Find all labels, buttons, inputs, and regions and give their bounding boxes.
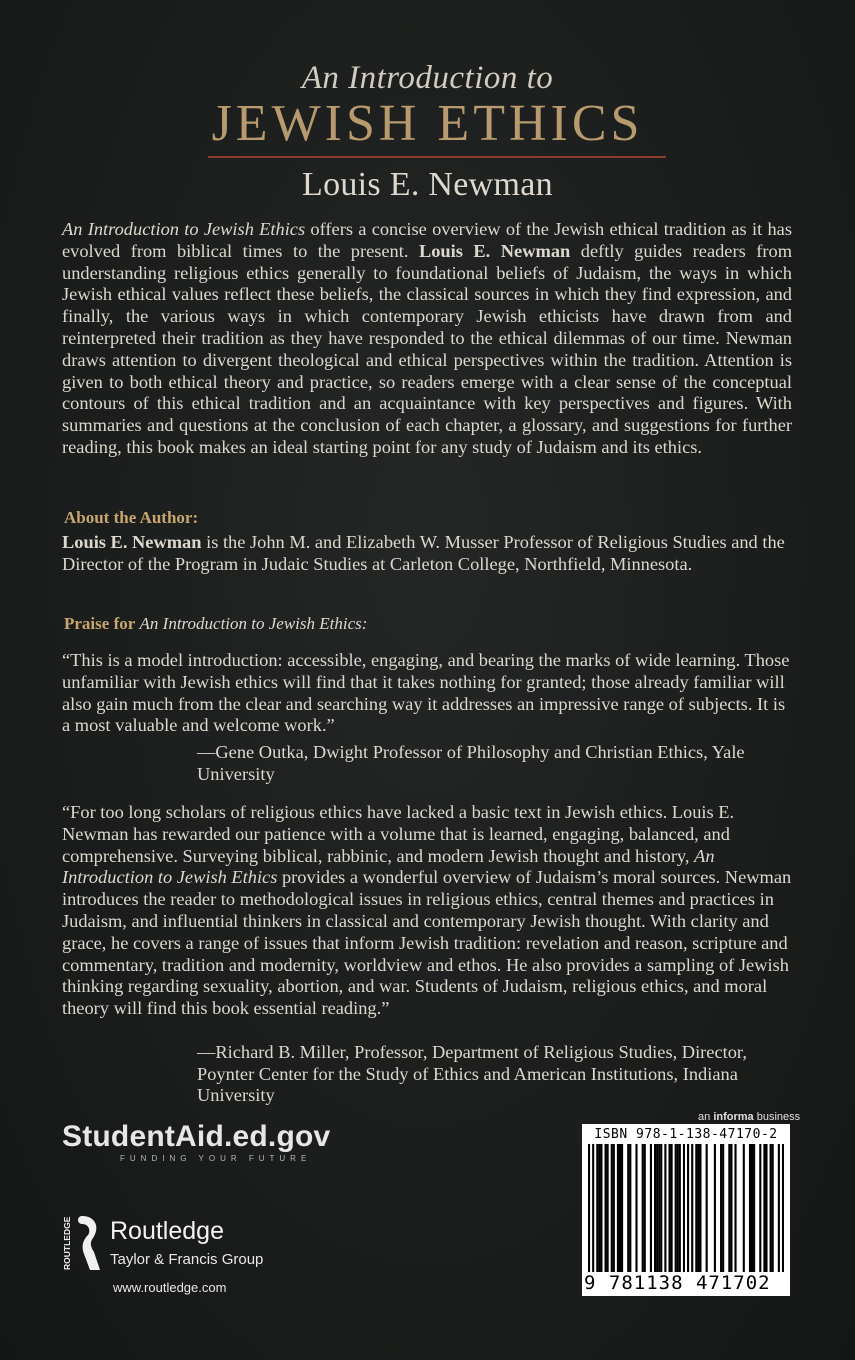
barcode-bar — [759, 1144, 761, 1272]
barcode-bar — [722, 1144, 724, 1272]
barcode-bar — [627, 1144, 629, 1272]
barcode-bar — [592, 1144, 594, 1272]
studentaid-logo: StudentAid.ed.gov — [62, 1120, 331, 1153]
barcode-bar — [743, 1144, 745, 1272]
barcode-bar — [642, 1144, 644, 1272]
barcode-bar — [728, 1144, 730, 1272]
quote-2-text-b: provides a wonderful overview of Judaism’s moral sources. Newman introduces the reader to methodological issues in religious ethics, central themes and practices in Judaism, and influential thinkers in classical and contemporary Jewish thought. With clarity and grace, he covers a range of issues that inform Jewish tradition: revelation and reason, scripture and commentary, tradition and modernity, worldview and ethos. He also provides a sampling of Jewish thinking regarding sexuality, abortion, and war. Students of Judaism, religious ethics, and moral theory will find this book essential reading.” — [62, 867, 792, 1019]
barcode-bar — [778, 1144, 780, 1272]
barcode-bar — [613, 1144, 615, 1272]
about-paragraph — [62, 532, 792, 576]
praise-heading-title: An Introduction to Jewish Ethics: — [139, 614, 368, 633]
routledge-name: Routledge — [110, 1217, 224, 1245]
barcode-bar — [734, 1144, 736, 1272]
praise-heading-label: Praise for — [64, 614, 136, 633]
isbn-label: ISBN 978-1-138-47170-2 — [594, 1127, 778, 1142]
barcode-bar — [695, 1144, 697, 1272]
barcode-bar — [753, 1144, 755, 1272]
routledge-url: www.routledge.com — [113, 1280, 227, 1295]
about-heading: About the Author: — [64, 508, 199, 527]
barcode-bar — [730, 1144, 732, 1272]
barcode-bar — [749, 1144, 751, 1272]
cover-subtitle: An Introduction to — [301, 60, 554, 96]
routledge-group: Taylor & Francis Group — [110, 1251, 264, 1268]
barcode-bar — [691, 1144, 693, 1272]
praise-attribution-2: —Richard B. Miller, Professor, Department of Religious Studies, Director, Poynter Center for the Study of Ethics and American Institutions, Indiana University — [197, 1042, 747, 1105]
barcode-bar — [751, 1144, 753, 1272]
routledge-logo-icon — [60, 1212, 102, 1274]
barcode-bar — [706, 1144, 708, 1272]
praise-quote-2 — [62, 802, 792, 1020]
barcode-bar — [671, 1144, 673, 1272]
routledge-logo-text: ROUTLEDGE — [62, 1216, 72, 1270]
barcode-bar — [720, 1144, 722, 1272]
barcode-bar — [699, 1144, 701, 1272]
barcode-bar — [656, 1144, 658, 1272]
cover-title: JEWISH ETHICS — [211, 95, 644, 152]
barcode-bar — [714, 1144, 716, 1272]
barcode-bar — [772, 1144, 774, 1272]
barcode-bar — [619, 1144, 621, 1272]
praise-heading — [64, 614, 367, 634]
barcode-bar — [675, 1144, 677, 1272]
barcode-bar — [765, 1144, 767, 1272]
barcode-bar — [782, 1144, 784, 1272]
about-text: is the John M. and Elizabeth W. Musser Professor of Religious Studies and the Director of the Program in Judaic Studies at Carleton College, Northfield, Minnesota. — [62, 532, 785, 574]
barcode-box — [582, 1124, 790, 1296]
barcode-bar — [658, 1144, 660, 1272]
barcode-bar — [650, 1144, 652, 1272]
barcode-bar — [611, 1144, 613, 1272]
barcode-bar — [654, 1144, 656, 1272]
studentaid-tagline: FUNDING YOUR FUTURE — [120, 1154, 312, 1163]
barcode-bar — [770, 1144, 772, 1272]
barcode-bar — [607, 1144, 609, 1272]
barcode-bar — [687, 1144, 689, 1272]
quote-2-book-title: An Introduction to Jewish Ethics — [62, 845, 715, 888]
blurb-book-title: An Introduction to Jewish Ethics — [62, 219, 306, 239]
about-author-name: Louis E. Newman — [62, 532, 202, 552]
barcode-bar — [679, 1144, 681, 1272]
praise-quote-1: “This is a model introduction: accessible, engaging, and bearing the marks of wide learning. Those unfamiliar with Jewish ethics will find that it takes nothing for granted; those already familiar will also gain much from the clear and searching way it addresses an impressive range of subjects. It is a most valuable and welcome work.” — [62, 650, 790, 736]
barcode-bar — [668, 1144, 670, 1272]
barcode-bar — [629, 1144, 631, 1272]
praise-attribution-1: —Gene Outka, Dwight Professor of Philosophy and Christian Ethics, Yale University — [197, 742, 745, 784]
barcode-bar — [644, 1144, 646, 1272]
barcode-digits: 9 781138 471702 — [584, 1272, 771, 1294]
barcode-bars — [588, 1144, 784, 1272]
barcode-bar — [697, 1144, 699, 1272]
barcode-bar — [598, 1144, 600, 1272]
barcode-bar — [605, 1144, 607, 1272]
barcode-bar — [677, 1144, 679, 1272]
barcode-bar — [588, 1144, 590, 1272]
blurb-author-name: Louis E. Newman — [418, 240, 571, 261]
barcode-bar — [600, 1144, 602, 1272]
barcode-bar — [660, 1144, 662, 1272]
blurb-text-2: deftly guides readers from understanding religious ethics generally to foundational beliefs of Judaism, the ways in which Jewish ethical values reflect these beliefs, the classical sources in which they find expression, and finally, the various ways in which contemporary Jewish ethicists have drawn from and reinterpreted their tradition as they have responded to the ethical dilemmas of our time. Newman draws attention to divergent theological and ethical perspectives within the tradition. Attention is given to both ethical theory and practice, so readers emerge with a clear sense of the conceptual contours of this ethical tradition and an acquaintance with key perspectives and figures. With summaries and questions at the conclusion of each chapter, a glossary, and suggestions for further reading, this book makes an ideal starting point for any study of Judaism and its ethics. — [62, 240, 793, 457]
barcode-bar — [621, 1144, 623, 1272]
title-rule — [208, 156, 666, 158]
barcode-bar — [617, 1144, 619, 1272]
barcode-bar — [683, 1144, 685, 1272]
blurb-text-1: offers a concise overview of the Jewish ethical tradition as it has evolved from biblical times to the present. — [62, 219, 792, 261]
barcode-bar — [763, 1144, 765, 1272]
barcode-bar — [635, 1144, 637, 1272]
blurb-paragraph — [62, 219, 792, 459]
barcode-bar — [664, 1144, 666, 1272]
informa-label: an informa business — [698, 1111, 801, 1123]
quote-2-text-a: “For too long scholars of religious ethics have lacked a basic text in Jewish ethics. Louis E. Newman has rewarded our patience with a volume that is learned, engaging, balanced, and comprehensive. Surveying biblical, rabbinic, and modern Jewish thought and history, — [62, 802, 735, 866]
barcode-bar — [596, 1144, 598, 1272]
cover-author: Louis E. Newman — [302, 166, 553, 203]
